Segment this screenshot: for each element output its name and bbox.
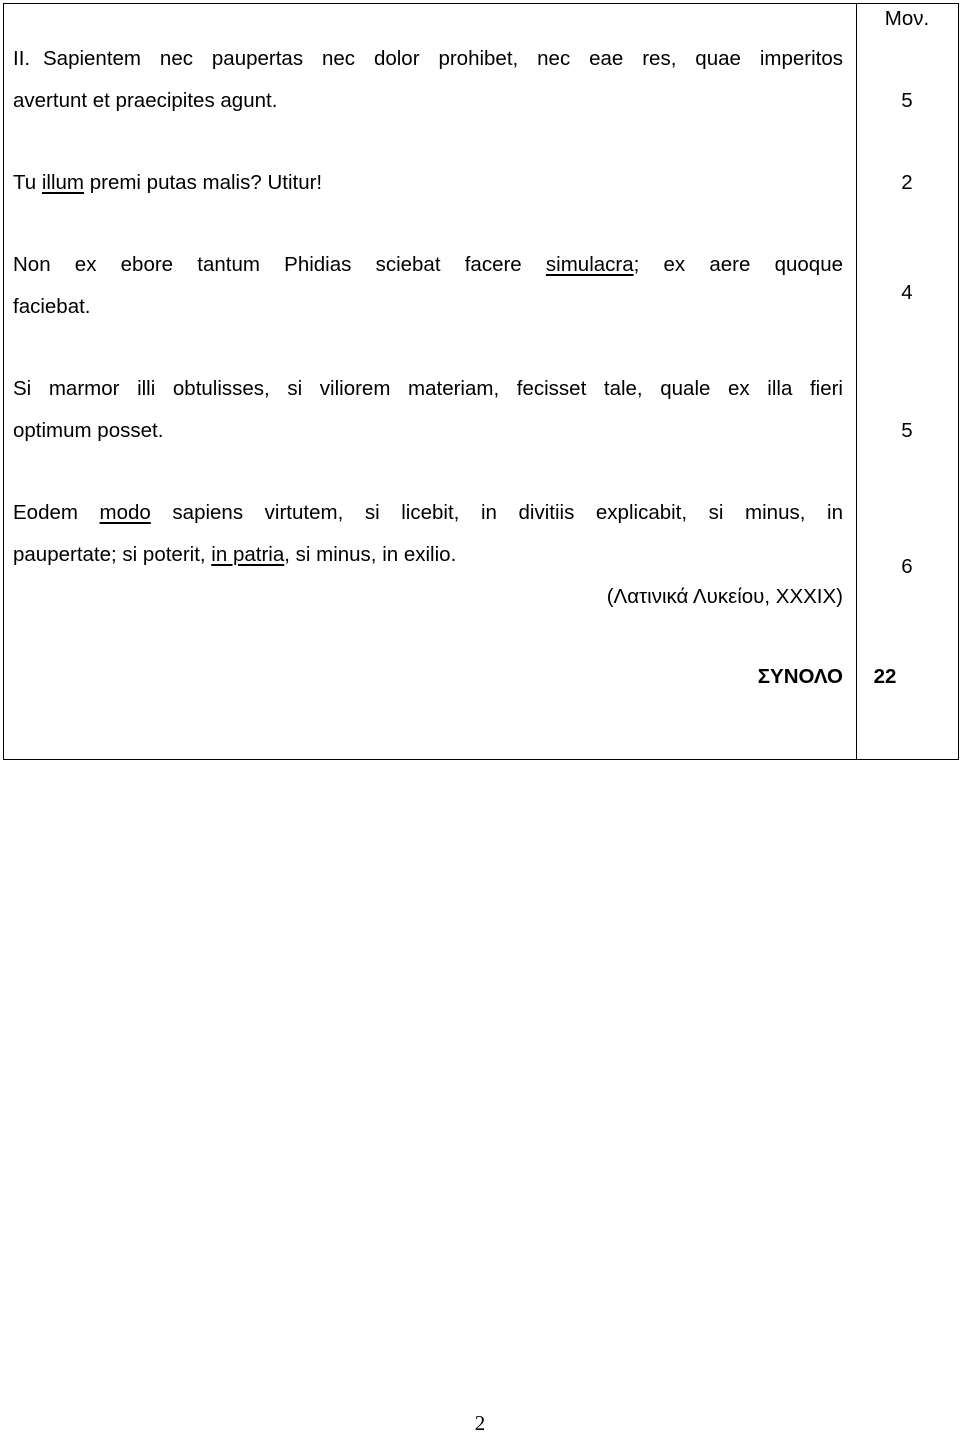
item-5-line-2-pre: paupertate; si poterit,: [13, 543, 212, 566]
item-2-text-pre: Tu: [13, 171, 42, 194]
item-5-line-2-underlined: in patria: [211, 543, 285, 566]
item-5-text-post: sapiens virtutem, si licebit, in divitiis explicabit, si minus, in: [150, 501, 843, 524]
item-3-underlined-word: simulacra: [545, 253, 634, 276]
item-2-line: [13, 171, 322, 195]
item-4-mark: 5: [901, 419, 913, 442]
item-3-line-2: faciebat.: [13, 295, 91, 318]
item-2-text-post: premi putas malis? Utitur!: [84, 171, 323, 194]
item-5-line-2-post: , si minus, in exilio.: [284, 543, 457, 566]
item-1-mark: 5: [901, 89, 913, 112]
total-label: ΣΥΝΟΛΟ: [757, 665, 843, 688]
item-1-line-2: avertunt et praecipites agunt.: [13, 89, 278, 112]
item-3-mark: 4: [901, 281, 913, 304]
item-1-text: Sapientem nec paupertas nec dolor prohibet, nec eae res, quae imperitos: [43, 47, 843, 70]
item-1-line-1: [13, 47, 843, 71]
item-3-text-pre: Non ex ebore tantum Phidias sciebat facere: [13, 253, 546, 276]
item-2-mark: 2: [901, 171, 913, 194]
item-4-line-1: Si marmor illi obtulisses, si viliorem materiam, fecisset tale, quale ex illa fieri: [13, 377, 843, 400]
column-divider: [856, 4, 857, 759]
item-5-underlined-word: modo: [99, 501, 151, 524]
item-5-line-1: [13, 501, 843, 525]
item-5-mark: 6: [901, 555, 913, 578]
item-3-text-post: ; ex aere quoque: [633, 253, 843, 276]
item-5-text-pre: Eodem: [13, 501, 100, 524]
source-citation: (Λατινικά Λυκείου, XXXIX): [606, 585, 843, 608]
page-number: 2: [474, 1411, 486, 1435]
item-3-line-1: [13, 253, 843, 277]
item-5-line-2: [13, 543, 456, 567]
item-4-line-2: optimum posset.: [13, 419, 164, 442]
item-2-underlined-word: illum: [41, 171, 85, 194]
marks-column-header: Μον.: [884, 7, 930, 30]
total-value: 22: [873, 665, 897, 688]
section-label: II.: [13, 47, 31, 70]
